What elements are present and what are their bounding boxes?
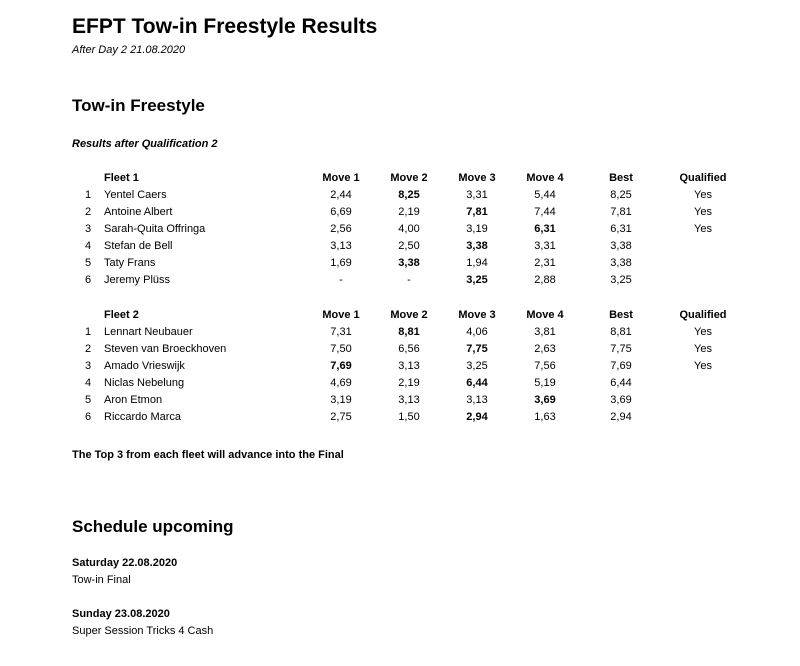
move-2-score: 3,13 xyxy=(398,360,420,372)
move-1-score: 6,69 xyxy=(330,206,352,218)
qualified-status: Yes xyxy=(694,326,712,338)
table-row xyxy=(72,272,743,289)
table-row xyxy=(72,204,743,221)
move-3-score: 3,25 xyxy=(466,360,488,372)
table-row xyxy=(72,221,743,238)
col-move-3: Move 3 xyxy=(458,172,496,184)
move-2-score: 2,50 xyxy=(398,240,420,252)
move-2-score: 4,00 xyxy=(398,223,420,235)
rank-cell: 2 xyxy=(84,206,92,218)
qualification-heading: Results after Qualification 2 xyxy=(72,138,218,150)
qualified-status: Yes xyxy=(694,223,712,235)
move-3-score: 1,94 xyxy=(466,257,488,269)
rank-cell: 1 xyxy=(84,326,92,338)
move-3-score: 4,06 xyxy=(466,326,488,338)
section-title: Tow-in Freestyle xyxy=(72,96,205,115)
best-score: 3,38 xyxy=(610,257,632,269)
table-row xyxy=(72,392,743,409)
best-score: 7,81 xyxy=(610,206,632,218)
qualified-status: Yes xyxy=(694,343,712,355)
move-4-score: 3,81 xyxy=(534,326,556,338)
move-2-score: 1,50 xyxy=(398,411,420,423)
move-1-score: 1,69 xyxy=(330,257,352,269)
move-2-score: 3,38 xyxy=(398,257,420,269)
col-move-1: Move 1 xyxy=(322,309,360,321)
rider-name: Amado Vrieswijk xyxy=(104,360,185,372)
move-2-score: 2,19 xyxy=(398,206,420,218)
best-score: 3,25 xyxy=(610,274,632,286)
qualified-status: Yes xyxy=(694,360,712,372)
move-3-score: 3,31 xyxy=(466,189,488,201)
table-row xyxy=(72,324,743,341)
move-1-score: 3,19 xyxy=(330,394,352,406)
move-3-score: 2,94 xyxy=(466,411,488,423)
rank-cell: 2 xyxy=(84,343,92,355)
table-row xyxy=(72,238,743,255)
col-move-2: Move 2 xyxy=(390,309,428,321)
rank-cell: 6 xyxy=(84,274,92,286)
col-move-4: Move 4 xyxy=(526,172,564,184)
move-1-score: 2,44 xyxy=(330,189,352,201)
rider-name: Jeremy Plüss xyxy=(104,274,171,286)
move-1-score: - xyxy=(339,274,343,286)
rider-name: Taty Frans xyxy=(104,257,156,269)
move-3-score: 3,19 xyxy=(466,223,488,235)
fleet-2-table xyxy=(72,307,743,426)
best-score: 6,31 xyxy=(610,223,632,235)
move-4-score: 3,69 xyxy=(534,394,556,406)
col-qualified: Qualified xyxy=(679,309,727,321)
best-score: 8,81 xyxy=(610,326,632,338)
rider-name: Yentel Caers xyxy=(104,189,167,201)
move-3-score: 3,13 xyxy=(466,394,488,406)
schedule-event-1: Tow-in Final xyxy=(72,574,131,586)
rider-name: Aron Etmon xyxy=(104,394,163,406)
rank-cell: 4 xyxy=(84,377,92,389)
qualified-status: Yes xyxy=(694,206,712,218)
move-3-score: 7,81 xyxy=(466,206,488,218)
move-4-score: 2,88 xyxy=(534,274,556,286)
move-4-score: 3,31 xyxy=(534,240,556,252)
rank-cell: 4 xyxy=(84,240,92,252)
col-move-3: Move 3 xyxy=(458,309,496,321)
move-3-score: 7,75 xyxy=(466,343,488,355)
move-1-score: 7,31 xyxy=(330,326,352,338)
move-4-score: 1,63 xyxy=(534,411,556,423)
schedule-day-1: Saturday 22.08.2020 xyxy=(72,557,178,569)
fleet-header: Fleet 1 xyxy=(104,172,139,184)
move-1-score: 2,75 xyxy=(330,411,352,423)
move-2-score: 8,25 xyxy=(398,189,420,201)
move-4-score: 5,19 xyxy=(534,377,556,389)
col-qualified: Qualified xyxy=(679,172,727,184)
advance-note: The Top 3 from each fleet will advance into the Final xyxy=(72,449,344,461)
table-row xyxy=(72,187,743,204)
best-score: 3,38 xyxy=(610,240,632,252)
best-score: 2,94 xyxy=(610,411,632,423)
move-2-score: - xyxy=(407,274,411,286)
move-2-score: 3,13 xyxy=(398,394,420,406)
fleet-1-table xyxy=(72,170,743,289)
best-score: 8,25 xyxy=(610,189,632,201)
qualified-status: Yes xyxy=(694,189,712,201)
qualified-status xyxy=(663,375,743,392)
rider-name: Riccardo Marca xyxy=(104,411,182,423)
move-2-score: 8,81 xyxy=(398,326,420,338)
fleet-header: Fleet 2 xyxy=(104,309,139,321)
best-score: 3,69 xyxy=(610,394,632,406)
move-1-score: 7,69 xyxy=(330,360,352,372)
qualified-status xyxy=(663,238,743,255)
move-4-score: 7,56 xyxy=(534,360,556,372)
table-row xyxy=(72,358,743,375)
col-move-4: Move 4 xyxy=(526,309,564,321)
table-row xyxy=(72,409,743,426)
col-move-2: Move 2 xyxy=(390,172,428,184)
col-best: Best xyxy=(609,309,633,321)
rider-name: Lennart Neubauer xyxy=(104,326,193,338)
page-title: EFPT Tow-in Freestyle Results xyxy=(72,15,378,38)
fleet-2-header-row xyxy=(72,307,743,324)
rank-cell: 6 xyxy=(84,411,92,423)
rider-name: Sarah-Quita Offringa xyxy=(104,223,206,235)
table-row xyxy=(72,255,743,272)
col-best: Best xyxy=(609,172,633,184)
move-1-score: 2,56 xyxy=(330,223,352,235)
move-3-score: 3,25 xyxy=(466,274,488,286)
table-row xyxy=(72,375,743,392)
move-4-score: 2,31 xyxy=(534,257,556,269)
rank-cell: 3 xyxy=(84,360,92,372)
move-4-score: 2,63 xyxy=(534,343,556,355)
qualified-status xyxy=(663,255,743,272)
move-1-score: 3,13 xyxy=(330,240,352,252)
best-score: 6,44 xyxy=(610,377,632,389)
col-move-1: Move 1 xyxy=(322,172,360,184)
move-4-score: 6,31 xyxy=(534,223,556,235)
rider-name: Steven van Broeckhoven xyxy=(104,343,227,355)
rank-cell: 1 xyxy=(84,189,92,201)
move-4-score: 7,44 xyxy=(534,206,556,218)
move-3-score: 6,44 xyxy=(466,377,488,389)
rider-name: Niclas Nebelung xyxy=(104,377,185,389)
schedule-day-2: Sunday 23.08.2020 xyxy=(72,608,170,620)
move-2-score: 6,56 xyxy=(398,343,420,355)
fleet-1-header-row xyxy=(72,170,743,187)
rank-cell: 5 xyxy=(84,394,92,406)
move-1-score: 7,50 xyxy=(330,343,352,355)
schedule-title: Schedule upcoming xyxy=(72,517,234,536)
move-1-score: 4,69 xyxy=(330,377,352,389)
move-4-score: 5,44 xyxy=(534,189,556,201)
best-score: 7,69 xyxy=(610,360,632,372)
qualified-status xyxy=(663,409,743,426)
rider-name: Antoine Albert xyxy=(104,206,173,218)
table-row xyxy=(72,341,743,358)
qualified-status xyxy=(663,392,743,409)
rank-cell: 5 xyxy=(84,257,92,269)
schedule-event-2: Super Session Tricks 4 Cash xyxy=(72,625,214,637)
move-3-score: 3,38 xyxy=(466,240,488,252)
rank-cell: 3 xyxy=(84,223,92,235)
page-subtitle: After Day 2 21.08.2020 xyxy=(72,44,186,56)
rider-name: Stefan de Bell xyxy=(104,240,173,252)
qualified-status xyxy=(663,272,743,289)
move-2-score: 2,19 xyxy=(398,377,420,389)
best-score: 7,75 xyxy=(610,343,632,355)
